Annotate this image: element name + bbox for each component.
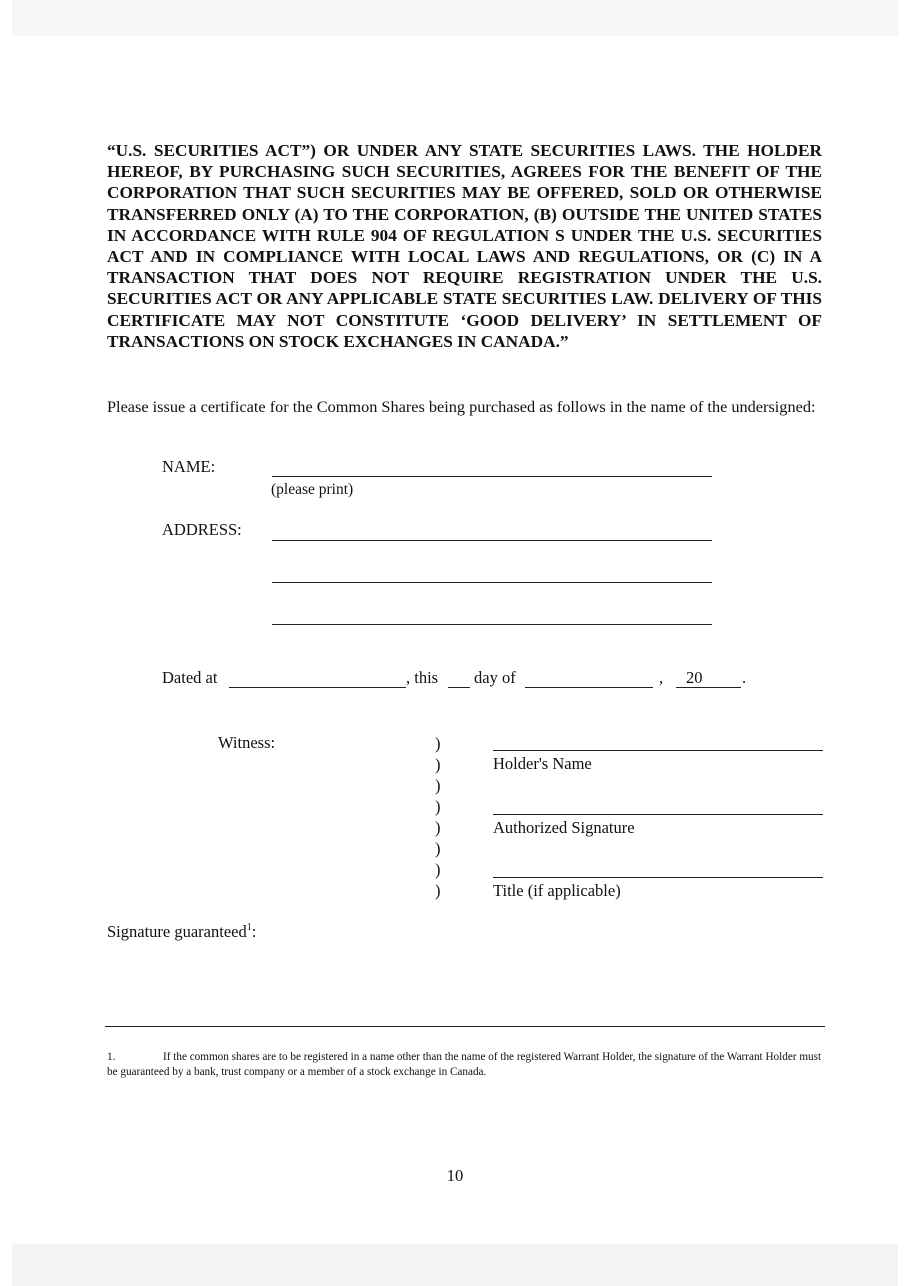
dated-at-label: Dated at bbox=[162, 668, 218, 687]
name-hint: (please print) bbox=[271, 481, 354, 498]
paren-7: ) bbox=[435, 860, 441, 879]
paren-3: ) bbox=[435, 776, 441, 795]
day-of-label: day of bbox=[474, 668, 516, 687]
paren-2: ) bbox=[435, 755, 441, 774]
page-number: 10 bbox=[446, 1166, 464, 1185]
authorized-signature-label: Authorized Signature bbox=[493, 818, 635, 837]
signature-guaranteed-label: Signature guaranteed$^1$: bbox=[107, 922, 257, 941]
year-field[interactable] bbox=[676, 687, 741, 688]
holders-name-label: Holder's Name bbox=[493, 754, 592, 773]
paren-1: ) bbox=[435, 734, 441, 753]
instruction-paragraph: Please issue a certificate for the Common Shares being purchased as follows in the name of the undersigned: bbox=[107, 397, 816, 416]
securities-legend: “U.S. SECURITIES ACT”) OR UNDER ANY STATE SECURITIES LAWS. THE HOLDER HEREOF, BY PURCHASING SUCH SECURITIES, AGREES FOR THE BENEFIT OF THE CORPORATION THAT SUCH SECURITIES MAY BE OFFERED, SOLD OR OTHERWISE TRANSFERRED ONLY (A) TO THE CORPORATION, (B) OUTSIDE THE UNITED STATES IN ACCORDANCE WITH RULE 904 OF REGULATION S UNDER THE U.S. SECURITIES ACT AND IN COMPLIANCE WITH LOCAL LAWS AND REGULATIONS, OR (C) IN A TRANSACTION THAT DOES NOT REQUIRE REGISTRATION UNDER THE U.S. SECURITIES ACT OR ANY APPLICABLE STATE SECURITIES LAW. DELIVERY OF THIS CERTIFICATE MAY NOT CONSTITUTE ‘GOOD DELIVERY’ IN SETTLEMENT OF TRANSACTIONS ON STOCK EXCHANGES IN CANADA.” bbox=[107, 141, 822, 351]
paren-6: ) bbox=[435, 839, 441, 858]
footnote-marker: 1 bbox=[246, 922, 252, 933]
footnote-text: If the common shares are to be registered in a name other than the name of the registered Warrant Holder, the signature of the Warrant Holder must be guaranteed by a bank, trust company or a member of a stock exchange in Canada. bbox=[107, 1051, 822, 1078]
year-prefix: 20 bbox=[686, 668, 703, 687]
address-field-line-3[interactable] bbox=[272, 624, 712, 625]
day-field[interactable] bbox=[448, 687, 470, 688]
address-label: ADDRESS: bbox=[162, 520, 242, 539]
scan-edge-bottom bbox=[12, 1244, 898, 1286]
period-label: . bbox=[742, 668, 747, 687]
witness-label: Witness: bbox=[218, 733, 276, 752]
title-label: Title (if applicable) bbox=[493, 881, 621, 900]
name-label: NAME: bbox=[162, 457, 216, 476]
this-label: , this bbox=[406, 668, 439, 687]
comma-label: , bbox=[659, 668, 664, 687]
footnote-number: 1. bbox=[107, 1051, 116, 1063]
dated-at-place-field[interactable] bbox=[229, 687, 406, 688]
paren-4: ) bbox=[435, 797, 441, 816]
paren-8: ) bbox=[435, 881, 441, 900]
name-field[interactable] bbox=[272, 476, 712, 477]
footnote-separator bbox=[105, 1026, 825, 1027]
address-field-line-2[interactable] bbox=[272, 582, 712, 583]
paren-5: ) bbox=[435, 818, 441, 837]
footnote bbox=[107, 1050, 825, 1080]
authorized-signature-field[interactable] bbox=[493, 814, 823, 815]
holders-name-field[interactable] bbox=[493, 750, 823, 751]
month-field[interactable] bbox=[525, 687, 653, 688]
scan-edge-top bbox=[12, 0, 898, 36]
title-field[interactable] bbox=[493, 877, 823, 878]
address-field-line-1[interactable] bbox=[272, 540, 712, 541]
